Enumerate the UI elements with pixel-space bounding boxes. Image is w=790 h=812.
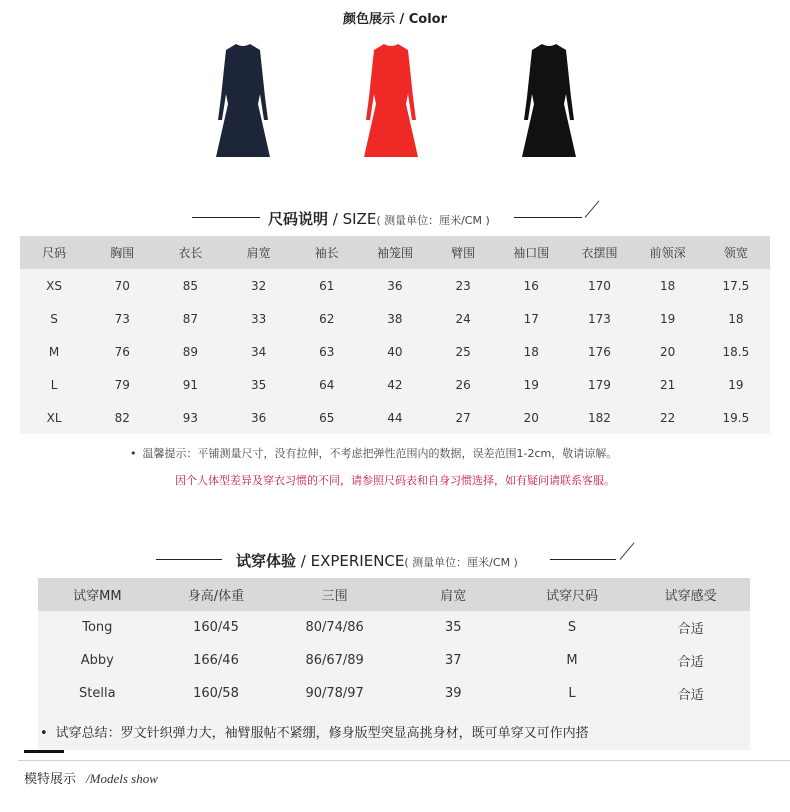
size-table-cell: 38 — [387, 311, 403, 326]
exp-table-cell: 160/45 — [193, 620, 239, 635]
exp-table-body — [38, 611, 750, 710]
size-table-cell: 19 — [659, 311, 676, 326]
red-dress-image — [356, 42, 426, 162]
exp-title-en: / EXPERIENCE — [296, 552, 405, 570]
size-table-cell: 19.5 — [722, 410, 750, 425]
exp-title-slash — [620, 542, 635, 559]
exp-title-cn: 试穿体验 — [236, 552, 297, 570]
size-table-cell: 17 — [523, 311, 539, 326]
black-dress-image — [514, 42, 584, 162]
exp-title-right-line — [550, 559, 616, 560]
size-table-row — [20, 335, 770, 368]
exp-header-cell: 肩宽 — [440, 589, 467, 604]
exp-table-cell: 合适 — [677, 688, 704, 703]
models-show-label — [24, 768, 158, 787]
size-table-cell: 42 — [387, 377, 403, 392]
size-table-cell: 18.5 — [722, 344, 750, 359]
exp-table-cell: 39 — [445, 686, 462, 701]
size-table-cell: 17.5 — [722, 278, 750, 293]
size-header-cell: 袖笼围 — [376, 246, 413, 260]
size-table-cell: 179 — [588, 377, 611, 392]
exp-header-cell: 试穿尺码 — [545, 589, 598, 604]
exp-table-cell: 合适 — [677, 655, 704, 670]
exp-table-cell: Tong — [82, 620, 113, 635]
navy-dress-image — [208, 42, 278, 162]
size-table-cell: 76 — [114, 344, 130, 359]
size-header-cell: 胸围 — [110, 246, 135, 260]
size-table-cell: 22 — [659, 410, 676, 425]
size-header-cell: 臂围 — [451, 246, 476, 260]
exp-table-cell: 35 — [445, 620, 462, 635]
size-table — [20, 236, 770, 434]
size-table-cell: 24 — [455, 311, 471, 326]
size-table-cell: 173 — [588, 311, 611, 326]
exp-table-cell: 37 — [445, 653, 462, 668]
size-table-cell: XL — [46, 410, 62, 425]
exp-table-cell: Abby — [80, 653, 114, 668]
size-header-cell: 尺码 — [42, 246, 67, 260]
experience-section-title — [236, 550, 518, 571]
exp-table-row — [38, 644, 750, 677]
size-title-cn: 尺码说明 — [268, 210, 329, 228]
size-table-cell: 36 — [250, 410, 267, 425]
exp-unit: ( 测量单位：厘米/CM ) — [404, 556, 518, 569]
exp-table-cell: 90/78/97 — [305, 686, 364, 701]
exp-table-header — [38, 578, 750, 611]
experience-summary: • 试穿总结：罗文针织弹力大，袖臂服帖不紧绷，修身版型突显高挑身材，既可单穿又可作内搭 — [40, 722, 589, 741]
exp-table-cell: L — [568, 686, 576, 701]
size-table-cell: 35 — [250, 377, 267, 392]
size-header-cell: 袖长 — [314, 246, 339, 260]
size-table-cell: 18 — [659, 278, 676, 293]
size-table-cell: 16 — [523, 278, 539, 293]
size-warning: 因个人体型差异及穿衣习惯的不同，请参照尺码表和自身习惯选择，如有疑问请联系客服。 — [175, 474, 615, 487]
size-header-cell: 衣长 — [178, 246, 203, 260]
size-table-header — [20, 236, 770, 269]
size-title-slash — [585, 200, 600, 217]
size-table-cell: 36 — [387, 278, 403, 293]
size-table-cell: 40 — [387, 344, 403, 359]
size-table-cell: 18 — [728, 311, 744, 326]
size-table-cell: 87 — [182, 311, 199, 326]
exp-table-cell: 合适 — [677, 622, 704, 637]
size-table-cell: 34 — [250, 344, 267, 359]
exp-table-row — [38, 677, 750, 710]
size-table-cell: 20 — [659, 344, 676, 359]
models-divider — [18, 760, 790, 761]
size-title-right-line — [514, 217, 582, 218]
size-table-cell: 33 — [250, 311, 267, 326]
size-table-cell: 89 — [182, 344, 199, 359]
size-header-cell: 领宽 — [723, 246, 748, 260]
size-table-cell: 62 — [319, 311, 335, 326]
size-note: • 温馨提示：平铺测量尺寸，没有拉伸，不考虑把弹性范围内的数据，误差范围1-2cm，敬请谅解。 — [130, 445, 617, 461]
size-table-cell: 18 — [523, 344, 539, 359]
size-table-cell: 63 — [319, 344, 335, 359]
size-table-cell: M — [48, 344, 60, 359]
size-table-cell: L — [50, 377, 58, 392]
exp-header-cell: 试穿MM — [73, 589, 122, 604]
size-table-row — [20, 302, 770, 335]
size-section-title — [268, 208, 490, 229]
size-header-cell: 袖口围 — [513, 246, 550, 260]
size-table-cell: 61 — [319, 278, 335, 293]
size-table-cell: 23 — [455, 278, 471, 293]
size-unit: ( 测量单位：厘米/CM ) — [376, 214, 490, 227]
exp-table-cell: M — [566, 653, 578, 668]
size-table-cell: 73 — [114, 311, 130, 326]
size-table-cell: 82 — [114, 410, 130, 425]
size-table-cell: 85 — [182, 278, 199, 293]
exp-title-left-line — [156, 559, 222, 560]
size-table-cell: 27 — [455, 410, 471, 425]
size-table-row — [20, 368, 770, 401]
size-table-row — [20, 401, 770, 434]
exp-table-cell: 86/67/89 — [305, 653, 364, 668]
size-table-cell: XS — [46, 278, 62, 293]
models-accent-bar — [24, 750, 64, 753]
exp-table-cell: 166/46 — [193, 653, 239, 668]
color-section-title: 颜色展示 / Color — [342, 12, 448, 27]
exp-header-cell: 三围 — [321, 589, 348, 604]
size-table-cell: 19 — [728, 377, 744, 392]
size-table-cell: 64 — [319, 377, 335, 392]
exp-table-row — [38, 611, 750, 644]
exp-table-cell: 80/74/86 — [305, 620, 364, 635]
size-table-cell: 70 — [114, 278, 130, 293]
exp-header-cell: 身高/体重 — [187, 589, 245, 604]
size-table-body — [20, 269, 770, 434]
size-title-left-line — [192, 217, 260, 218]
experience-table — [38, 578, 750, 710]
size-table-cell: 65 — [319, 410, 335, 425]
exp-table-cell: S — [567, 620, 577, 635]
size-table-cell: 176 — [588, 344, 611, 359]
size-table-cell: 170 — [588, 278, 611, 293]
size-title-en: / SIZE — [328, 210, 377, 228]
size-table-cell: 79 — [114, 377, 130, 392]
size-table-cell: 20 — [523, 410, 539, 425]
exp-header-cell: 试穿感受 — [664, 589, 717, 604]
size-header-cell: 前领深 — [649, 246, 686, 260]
exp-table-cell: 160/58 — [193, 686, 239, 701]
size-header-cell: 衣摆围 — [581, 246, 618, 260]
size-table-cell: 182 — [588, 410, 611, 425]
size-table-cell: 44 — [387, 410, 403, 425]
size-header-cell: 肩宽 — [246, 246, 271, 260]
size-table-cell: 32 — [250, 278, 267, 293]
models-label-en: /Models show — [86, 771, 158, 786]
size-table-cell: 25 — [455, 344, 471, 359]
size-table-cell: 91 — [182, 377, 199, 392]
exp-table-cell: Stella — [79, 686, 116, 701]
size-table-cell: 26 — [455, 377, 471, 392]
models-label-cn: 模特展示 — [24, 772, 77, 787]
size-table-cell: S — [50, 311, 58, 326]
size-table-row — [20, 269, 770, 302]
size-table-cell: 21 — [659, 377, 676, 392]
size-table-cell: 19 — [523, 377, 539, 392]
size-table-cell: 93 — [182, 410, 199, 425]
